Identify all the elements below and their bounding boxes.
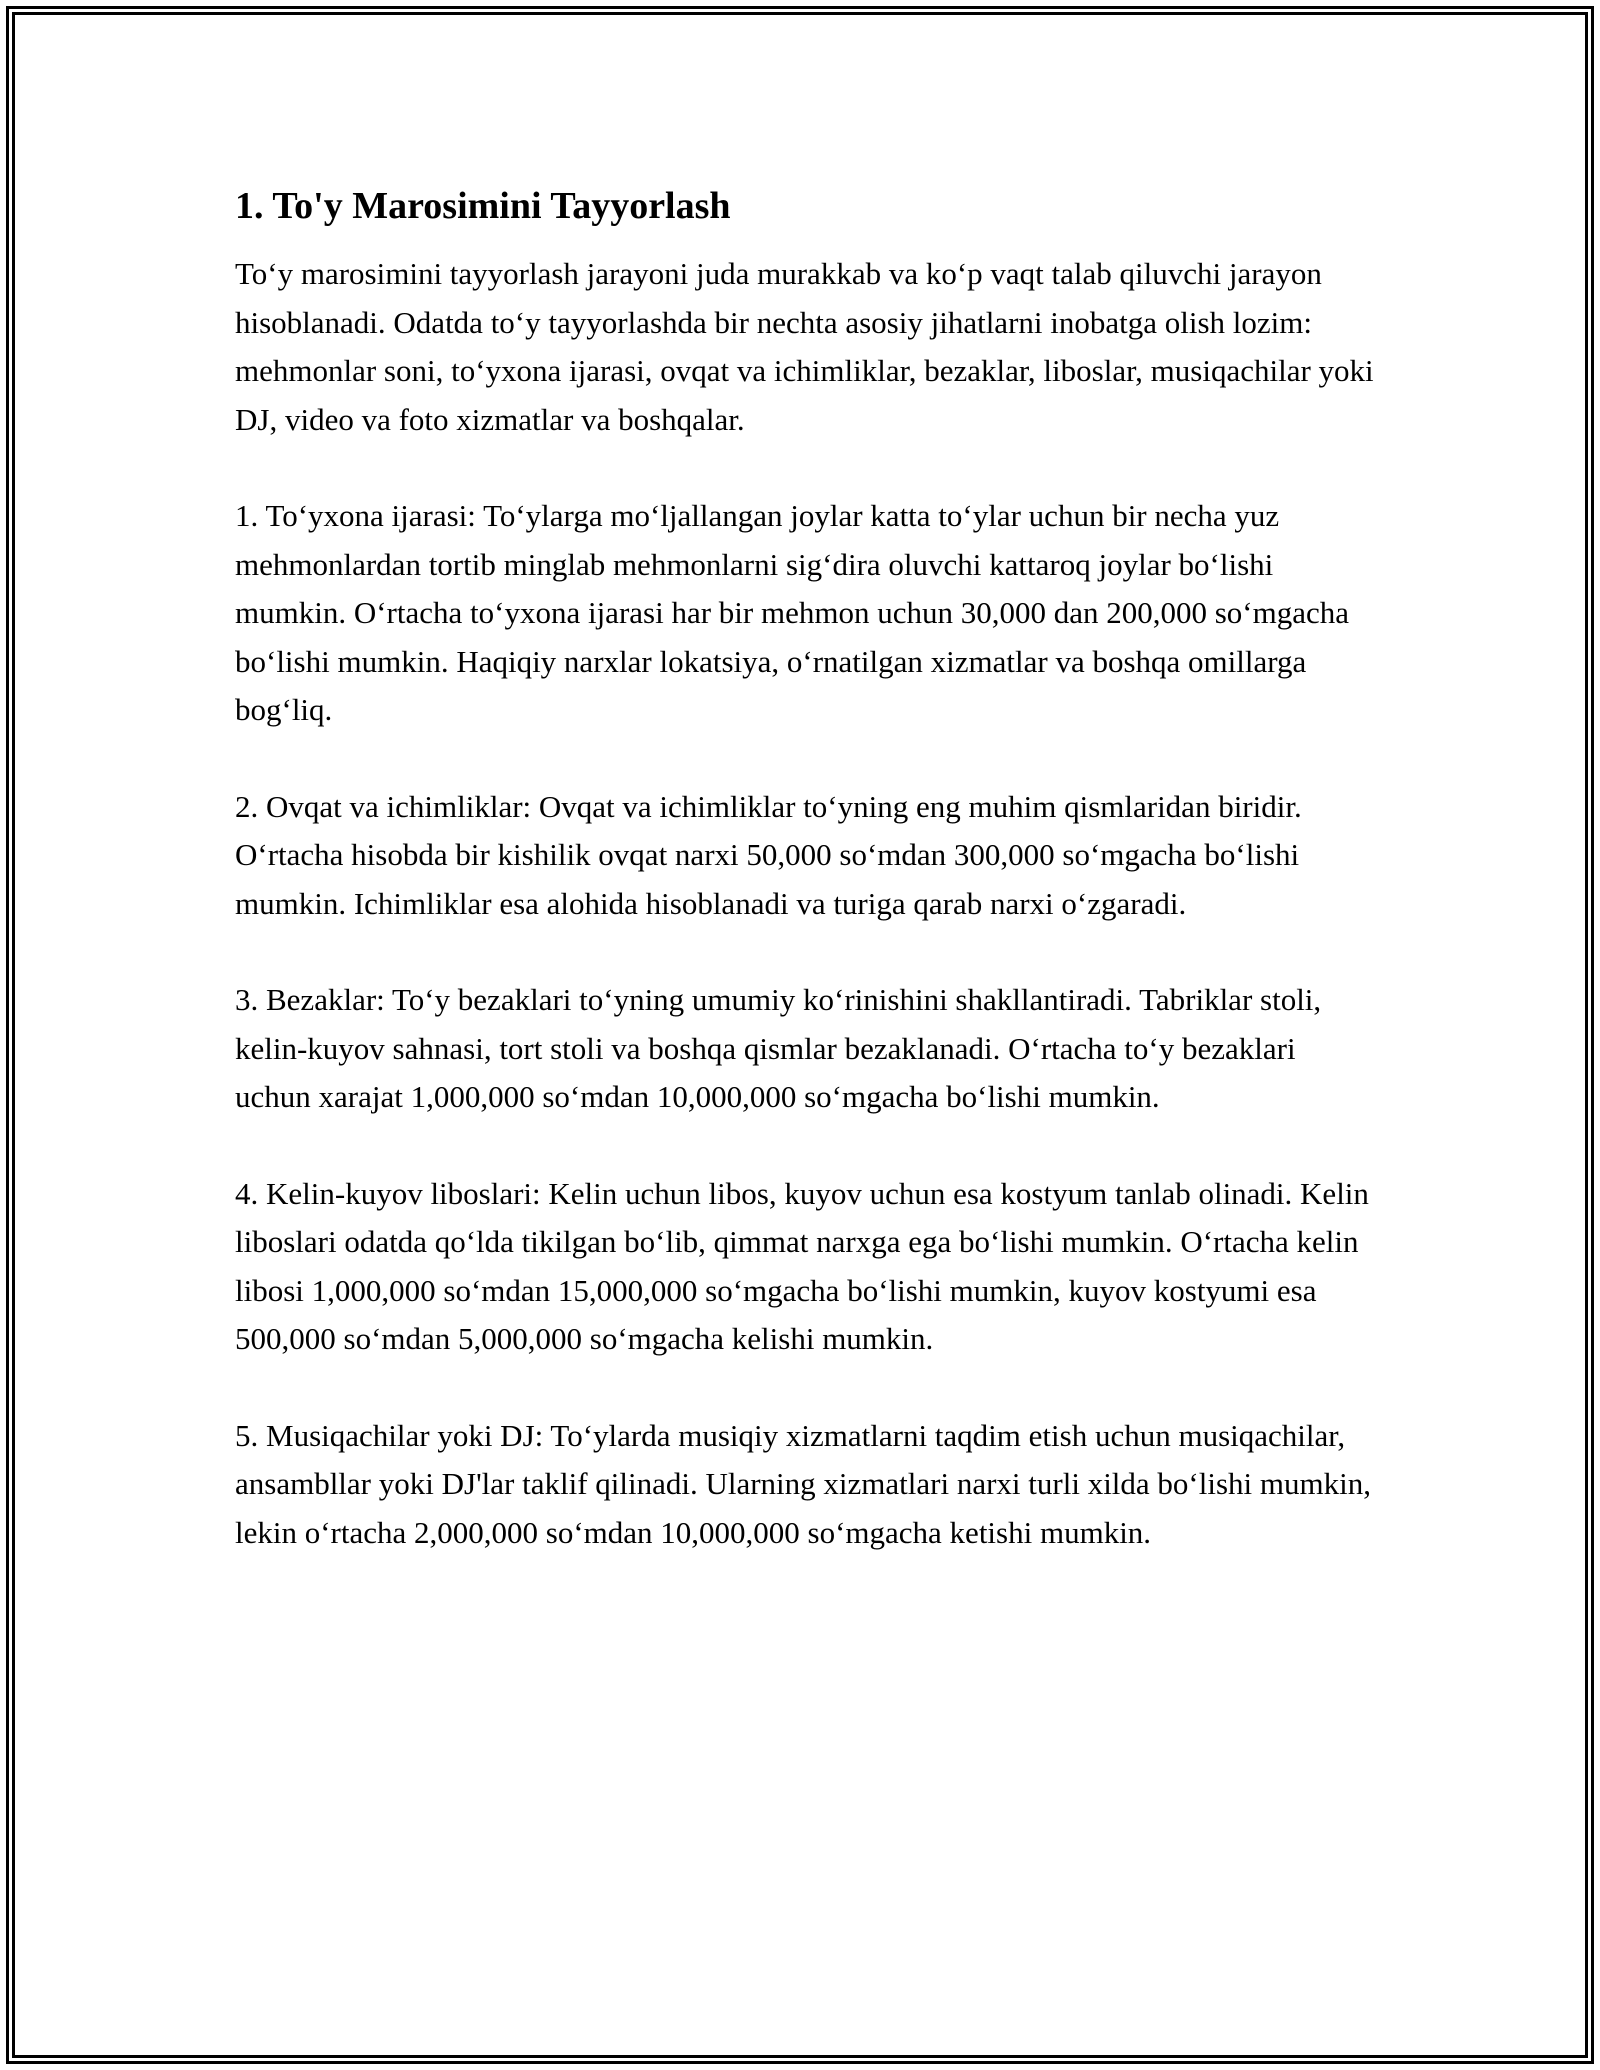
- section-venue-rental: 1. To‘yxona ijarasi: To‘ylarga mo‘ljallangan joylar katta to‘ylar uchun bir necha yuz mehmonlardan tortib minglab mehmonlarni sig‘dira oluvchi kattaroq joylar bo‘lishi mumkin. O‘rtacha to‘yxona ijarasi har bir mehmon uchun 30,000 dan 200,000 so‘mgacha bo‘lishi mumkin. Haqiqiy narxlar lokatsiya, o‘rnatilgan xizmatlar va boshqa omillarga bog‘liq.: [235, 498, 1350, 727]
- section-musicians-dj: 5. Musiqachilar yoki DJ: To‘ylarda musiqiy xizmatlarni taqdim etish uchun musiqachilar, ansambllar yoki DJ'lar taklif qilinadi. Ularning xizmatlari narxi turli xilda bo‘lishi mumkin, lekin o‘rtacha 2,000,000 so‘mdan 10,000,000 so‘mgacha ketishi mumkin.: [235, 1417, 1371, 1550]
- section-food-drinks: 2. Ovqat va ichimliklar: Ovqat va ichimliklar to‘yning eng muhim qismlaridan biridir. O‘rtacha hisobda bir kishilik ovqat narxi 50,000 so‘mdan 300,000 so‘mgacha bo‘lishi mumkin. Ichimliklar esa alohida hisoblanadi va turiga qarab narxi o‘zgaradi.: [235, 788, 1302, 921]
- document-body: [235, 184, 1375, 1605]
- section-wedding-attire: 4. Kelin-kuyov liboslari: Kelin uchun libos, kuyov uchun esa kostyum tanlab olinadi. Kelin liboslari odatda qo‘lda tikilgan bo‘lib, qimmat narxga ega bo‘lishi mumkin. O‘rtacha kelin libosi 1,000,000 so‘mdan 15,000,000 so‘mgacha bo‘lishi mumkin, kuyov kostyumi esa 500,000 so‘mdan 5,000,000 so‘mgacha kelishi mumkin.: [235, 1175, 1369, 1356]
- intro-paragraph: To‘y marosimini tayyorlash jarayoni juda murakkab va ko‘p vaqt talab qiluvchi jarayon hisoblanadi. Odatda to‘y tayyorlashda bir nechta asosiy jihatlarni inobatga olish lozim: mehmonlar soni, to‘yxona ijarasi, ovqat va ichimliklar, bezaklar, liboslar, musiqachilar yoki DJ, video va foto xizmatlar va boshqalar.: [235, 256, 1374, 437]
- document-title: 1. To'y Marosimini Tayyorlash: [235, 185, 731, 227]
- section-decorations: 3. Bezaklar: To‘y bezaklari to‘yning umumiy ko‘rinishini shakllantiradi. Tabriklar stoli, kelin-kuyov sahnasi, tort stoli va boshqa qismlar bezaklanadi. O‘rtacha to‘y bezaklari uchun xarajat 1,000,000 so‘mdan 10,000,000 so‘mgacha bo‘lishi mumkin.: [235, 982, 1322, 1114]
